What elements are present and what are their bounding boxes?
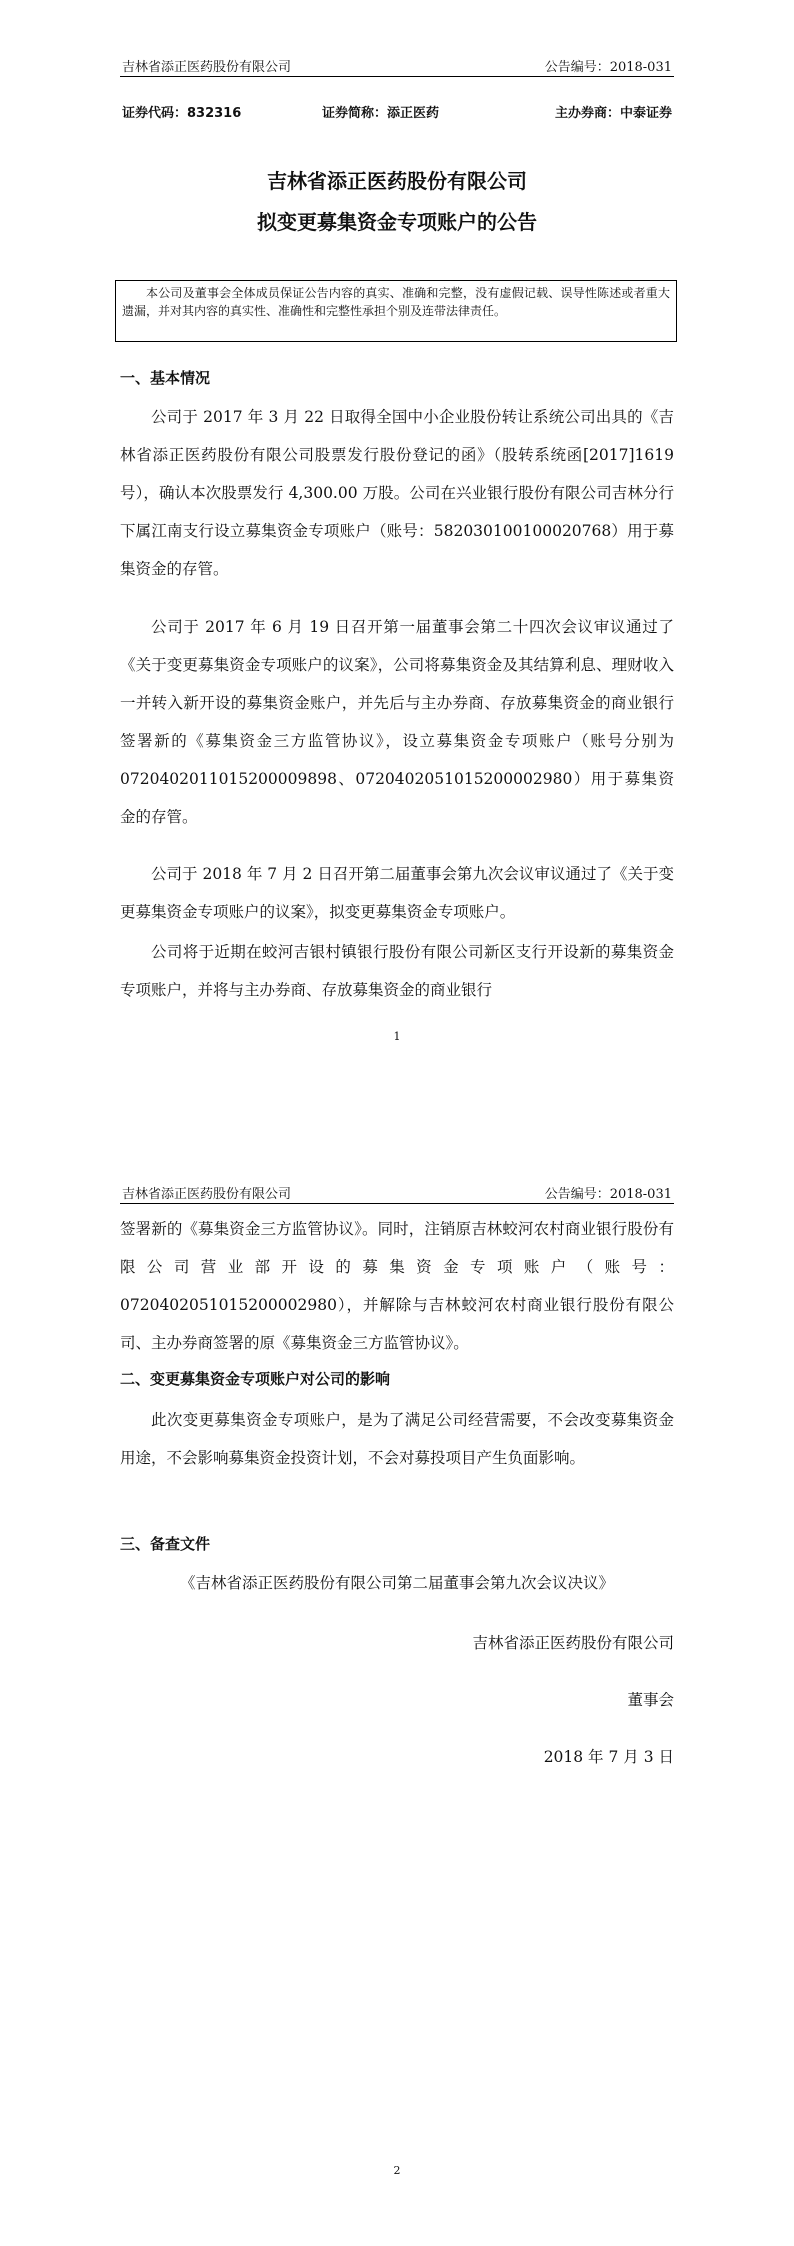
section-3-heading: 三、备查文件: [120, 1535, 211, 1553]
disclaimer-box: 本公司及董事会全体成员保证公告内容的真实、准确和完整，没有虚假记载、误导性陈述或者重大遗漏，并对其内容的真实性、准确性和完整性承担个别及连带法律责任。: [115, 280, 677, 342]
section-2-paragraph-1: 此次变更募集资金专项账户，是为了满足公司经营需要，不会改变募集资金用途，不会影响募集资金投资计划，不会对募投项目产生负面影响。: [120, 1411, 674, 1467]
section-1-paragraph-4: 公司将于近期在蛟河吉银村镇银行股份有限公司新区支行开设新的募集资金专项账户，并将与主办券商、存放募集资金的商业银行: [120, 943, 674, 999]
page-2: [0, 1123, 794, 2246]
sponsor-broker: 主办券商：中泰证券: [554, 106, 672, 121]
stock-code: 证券代码：832316: [122, 106, 242, 121]
header-company: 吉林省添正医药股份有限公司: [122, 60, 292, 75]
section-1-paragraph-1: 公司于 2017 年 3 月 22 日取得全国中小企业股份转让系统公司出具的《吉林省添正医药股份有限公司股票发行股份登记的函》（股转系统函[2017]1619 号），确认本次股票发行 4,300.00 万股。公司在兴业银行股份有限公司吉林分行下属江南支行设立募集资金专项账户（账号：582030100100020768）用于募集资金的存管。: [120, 408, 674, 578]
section-1-paragraph-4-continued: 签署新的《募集资金三方监管协议》。同时，注销原吉林蛟河农村商业银行股份有限公司营业部开设的募集资金专项账户（账号：0720402051015200002980），并解除与吉林蛟河农村商业银行股份有限公司、主办券商签署的原《募集资金三方监管协议》。: [120, 1220, 674, 1352]
reference-document: 《吉林省添正医药股份有限公司第二届董事会第九次会议决议》: [179, 1574, 614, 1592]
title-subject: 拟变更募集资金专项账户的公告: [257, 210, 537, 234]
page-number: 2: [393, 2164, 401, 2177]
signature-date: 2018 年 7 月 3 日: [543, 1748, 674, 1766]
page-header: [120, 1183, 674, 1204]
page-header: [120, 56, 674, 77]
header-announcement-no: 公告编号：2018-031: [544, 60, 672, 75]
section-1-paragraph-2: 公司于 2017 年 6 月 19 日召开第一届董事会第二十四次会议审议通过了《关于变更募集资金专项账户的议案》，公司将募集资金及其结算利息、理财收入一并转入新开设的募集资金账户，并先后与主办券商、存放募集资金的商业银行签署新的《募集资金三方监管协议》，设立募集资金专项账户（账号分别为 0720402011015200009898、0720402051015200002980）用于募集资金的存管。: [120, 618, 674, 826]
signature-company: 吉林省添正医药股份有限公司: [472, 1634, 674, 1652]
section-1-heading: 一、基本情况: [120, 369, 211, 387]
section-2-heading: 二、变更募集资金专项账户对公司的影响: [120, 1370, 391, 1388]
stock-abbreviation: 证券简称：添正医药: [322, 106, 440, 121]
signature-board: 董事会: [627, 1691, 674, 1709]
header-company: 吉林省添正医药股份有限公司: [122, 1187, 292, 1202]
header-announcement-no: 公告编号：2018-031: [544, 1187, 672, 1202]
title-company: 吉林省添正医药股份有限公司: [267, 169, 527, 193]
section-1-paragraph-3: 公司于 2018 年 7 月 2 日召开第二届董事会第九次会议审议通过了《关于变更募集资金专项账户的议案》，拟变更募集资金专项账户。: [120, 865, 674, 921]
page-number: 1: [393, 1030, 401, 1043]
